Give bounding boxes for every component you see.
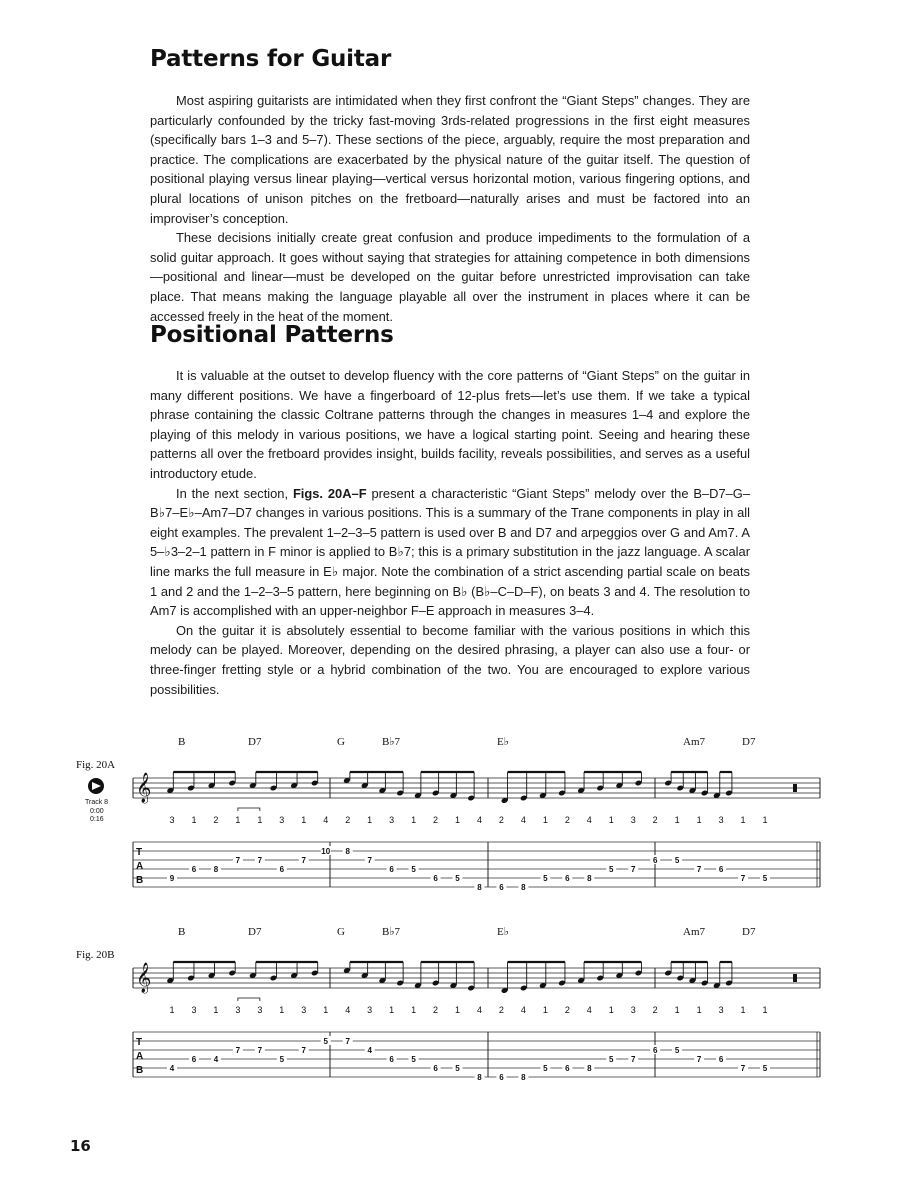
fingering-number: 3 <box>279 815 285 825</box>
fingering-number: 3 <box>169 815 175 825</box>
tab-number: 6 <box>718 865 724 874</box>
tab-clef-letter: T <box>136 1037 143 1048</box>
fingering-number: 3 <box>630 1005 636 1015</box>
tab-number: 6 <box>433 874 438 883</box>
treble-clef: 𝄞 <box>136 773 152 802</box>
tab-number: 5 <box>323 1037 328 1046</box>
tab-number: 8 <box>587 874 592 883</box>
tab-number: 7 <box>740 1064 746 1073</box>
fingering-number: 1 <box>740 815 746 825</box>
chord-symbol: E♭ <box>497 736 509 748</box>
music-staff <box>133 962 820 994</box>
fingering-number: 3 <box>191 1005 197 1015</box>
track-time: 0:16 <box>90 816 104 823</box>
fingering-number: 2 <box>564 815 570 825</box>
paragraph: Most aspiring guitarists are intimidated when they first confront the “Giant Steps” changes. They are particularly confounded by the tricky fast-moving 3rds-related progressions in the first eight measures (specifically bars 1–3 and 5–7). These sections of the piece, arguably, require the most preparation and practice. The complications are exacerbated by the physical nature of the guitar itself. The question of positional playing versus linear playing—vertical versus horizontal motion, various fingering options, and plural locations of unison pitches on the fretboard—naturally arises and must be factored into an improviser’s conception. <box>150 93 750 226</box>
tab-number: 5 <box>674 856 680 865</box>
fingering-number: 4 <box>520 1005 526 1015</box>
fingering-number: 1 <box>674 815 680 825</box>
treble-clef: 𝄞 <box>136 963 152 992</box>
tab-number: 7 <box>740 874 746 883</box>
chord-symbol: Am7 <box>683 736 705 748</box>
chord-symbol: G <box>337 736 345 748</box>
tab-number: 5 <box>411 865 416 874</box>
figure-reference: Figs. 20A–F <box>292 485 367 501</box>
tab-clef-letter: A <box>136 861 144 872</box>
tab-number: 6 <box>279 865 285 874</box>
tab-number: 6 <box>499 1073 504 1082</box>
bracket <box>238 808 260 811</box>
fingering-number: 1 <box>455 815 461 825</box>
fingering-number: 1 <box>411 1005 417 1015</box>
fingering-number: 1 <box>279 1005 285 1015</box>
fingering-number: 1 <box>191 815 197 825</box>
tab-number: 7 <box>257 1046 263 1055</box>
fingering-number: 1 <box>411 815 417 825</box>
tab-clef-letter: B <box>136 875 144 886</box>
tab-number: 8 <box>521 1073 526 1082</box>
figure-20b <box>76 926 820 1082</box>
fingering-number: 1 <box>542 815 548 825</box>
fingering-number: 3 <box>718 815 724 825</box>
fingering-number: 1 <box>213 1005 219 1015</box>
tab-number: 6 <box>389 1055 394 1064</box>
figure-20a <box>76 736 820 892</box>
tab-number: 10 <box>321 847 331 856</box>
tab-number: 8 <box>345 847 350 856</box>
rest <box>793 784 797 792</box>
fingering-number: 1 <box>235 815 241 825</box>
tab-number: 7 <box>235 1046 241 1055</box>
tab-number: 7 <box>630 1055 636 1064</box>
fingering-number: 4 <box>323 815 329 825</box>
tab-number: 5 <box>762 874 768 883</box>
track-time: 0:00 <box>90 808 104 815</box>
fingerings <box>169 808 767 825</box>
chord-symbol: D7 <box>248 926 262 938</box>
tab-number: 5 <box>455 874 460 883</box>
tab-number: 5 <box>543 1064 548 1073</box>
fingering-number: 1 <box>257 815 263 825</box>
tab-clef-letter: B <box>136 1065 144 1076</box>
tab-number: 7 <box>257 856 263 865</box>
fingering-number: 4 <box>586 1005 592 1015</box>
tab-number: 6 <box>499 883 504 892</box>
fingering-number: 1 <box>762 815 768 825</box>
tab-clef-letter: T <box>136 847 143 858</box>
text-run: In the next section, <box>176 485 293 501</box>
fingering-number: 2 <box>564 1005 570 1015</box>
fingering-number: 2 <box>345 815 351 825</box>
tab-number: 5 <box>609 1055 614 1064</box>
fingering-number: 1 <box>608 815 614 825</box>
fingering-number: 4 <box>476 1005 482 1015</box>
fingering-number: 3 <box>367 1005 373 1015</box>
track-label: Track 8 <box>85 799 109 806</box>
tab-number: 6 <box>565 874 570 883</box>
fingering-number: 3 <box>235 1005 241 1015</box>
tab-number: 7 <box>301 856 307 865</box>
fingering-number: 3 <box>630 815 636 825</box>
chord-symbols <box>178 926 756 938</box>
figure-label: Fig. 20A <box>76 759 116 771</box>
fingering-number: 3 <box>389 815 395 825</box>
fingering-number: 1 <box>762 1005 768 1015</box>
tab-number: 4 <box>213 1055 219 1064</box>
fingering-number: 1 <box>367 815 373 825</box>
fingering-number: 1 <box>455 1005 461 1015</box>
bracket <box>238 998 260 1001</box>
tab-number: 5 <box>411 1055 416 1064</box>
heading-patterns-for-guitar: Patterns for Guitar <box>150 46 392 72</box>
fingering-number: 2 <box>213 815 219 825</box>
fingering-number: 2 <box>652 815 658 825</box>
fingering-number: 1 <box>696 1005 702 1015</box>
tab-number: 5 <box>609 865 614 874</box>
tab-number: 6 <box>389 865 394 874</box>
fingering-number: 4 <box>586 815 592 825</box>
tab-number: 5 <box>455 1064 460 1073</box>
fingering-number: 2 <box>498 1005 504 1015</box>
text-run: present a characteristic “Giant Steps” melody over the B–D7–G–B♭7–E♭–Am7–D7 changes in various positions. This is a summary of the Trane components in play in all eight examples. The prevalent 1–2–3–5 pattern is used over B and D7 and arpeggios over G and Am7. A 5–♭3–2–1 pattern in F minor is applied to B♭7; this is a primary substitution in the jazz language. A scalar line marks the full measure in E♭ major. Note the combination of a strict ascending partial scale on beats 1 and 2 and the 1–2–3–5 pattern, here beginning on B♭ (B♭–C–D–F), on beats 3 and 4. The resolution to Am7 is accomplished with an upper-neighbor F–E approach in measures 3–4. <box>150 485 750 619</box>
tab-number: 7 <box>345 1037 350 1046</box>
fingering-number: 1 <box>674 1005 680 1015</box>
fingering-number: 4 <box>476 815 482 825</box>
tab-number: 7 <box>235 856 241 865</box>
fingering-number: 1 <box>542 1005 548 1015</box>
fingerings <box>169 998 767 1015</box>
chord-symbol: B♭7 <box>382 926 401 938</box>
chord-symbol: B <box>178 736 186 748</box>
page-number: 16 <box>70 1137 91 1155</box>
figure-label: Fig. 20B <box>76 949 115 961</box>
music-staff <box>133 772 820 804</box>
tab-number: 5 <box>279 1055 285 1064</box>
tab-number: 5 <box>543 874 548 883</box>
chord-symbol: G <box>337 926 345 938</box>
chord-symbol: E♭ <box>497 926 509 938</box>
fingering-number: 1 <box>301 815 307 825</box>
tab-number: 8 <box>477 1073 482 1082</box>
paragraph: On the guitar it is absolutely essential to become familiar with the various positions in which this melody can be played. Moreover, depending on the desired phrasing, a player can also use a four- or three-finger fretting style or a hybrid combination of the two. You are encouraged to explore various possibilities. <box>150 622 750 697</box>
tab-number: 7 <box>696 1055 702 1064</box>
fingering-number: 2 <box>433 1005 439 1015</box>
fingering-number: 3 <box>301 1005 307 1015</box>
tab-number: 6 <box>191 865 197 874</box>
tab-number: 6 <box>565 1064 570 1073</box>
heading-positional-patterns: Positional Patterns <box>150 322 394 348</box>
fingering-number: 1 <box>389 1005 395 1015</box>
tab-number: 6 <box>652 856 658 865</box>
fingering-number: 4 <box>520 815 526 825</box>
tab-number: 8 <box>477 883 482 892</box>
tab-number: 7 <box>367 856 372 865</box>
chord-symbol: B <box>178 926 186 938</box>
fingering-number: 4 <box>345 1005 351 1015</box>
tab-number: 5 <box>762 1064 768 1073</box>
tab-number: 6 <box>718 1055 724 1064</box>
tab-number: 5 <box>674 1046 680 1055</box>
chord-symbol: D7 <box>742 926 756 938</box>
chord-symbol: D7 <box>742 736 756 748</box>
tab-number: 4 <box>169 1064 175 1073</box>
tab-number: 7 <box>301 1046 307 1055</box>
chord-symbol: Am7 <box>683 926 705 938</box>
chord-symbol: D7 <box>248 736 262 748</box>
chord-symbols <box>178 736 756 748</box>
fingering-number: 2 <box>433 815 439 825</box>
tab-clef-letter: A <box>136 1051 144 1062</box>
tab-number: 8 <box>587 1064 592 1073</box>
tab-number: 6 <box>191 1055 197 1064</box>
fingering-number: 1 <box>740 1005 746 1015</box>
rest <box>793 974 797 982</box>
tab-number: 6 <box>433 1064 438 1073</box>
fingering-number: 1 <box>323 1005 329 1015</box>
tab-number: 4 <box>367 1046 372 1055</box>
tab-number: 8 <box>213 865 219 874</box>
paragraph: It is valuable at the outset to develop fluency with the core patterns of “Giant Steps” on the guitar in many different positions. We have a fingerboard of 12-plus frets—let’s use them. If we take a typical phrase containing the classic Coltrane patterns through the changes in measures 1–4 and explore the playing of this melody in various positions, we have a logical starting point. Seeing and hearing these patterns all over the fretboard provides insight, builds facility, reveals possibilities, and serves as a useful introductory etude. <box>150 368 750 481</box>
chord-symbol: B♭7 <box>382 736 401 748</box>
fingering-number: 3 <box>257 1005 263 1015</box>
tab-number: 7 <box>630 865 636 874</box>
fingering-number: 1 <box>696 815 702 825</box>
fingering-number: 1 <box>169 1005 175 1015</box>
fingering-number: 2 <box>652 1005 658 1015</box>
tab-number: 6 <box>652 1046 658 1055</box>
tab-number: 8 <box>521 883 526 892</box>
tab-number: 9 <box>169 874 175 883</box>
fingering-number: 3 <box>718 1005 724 1015</box>
paragraph: These decisions initially create great confusion and produce impediments to the formulation of a solid guitar approach. It goes without saying that strategies for attaining competence in both dimensions—positional and linear—must be developed on the guitar before unrestricted improvisation can take place. That means making the language playable all over the instrument in places where it can be accessed freely in the heat of the moment. <box>150 230 750 324</box>
fingering-number: 1 <box>608 1005 614 1015</box>
tab-number: 7 <box>696 865 702 874</box>
fingering-number: 2 <box>498 815 504 825</box>
